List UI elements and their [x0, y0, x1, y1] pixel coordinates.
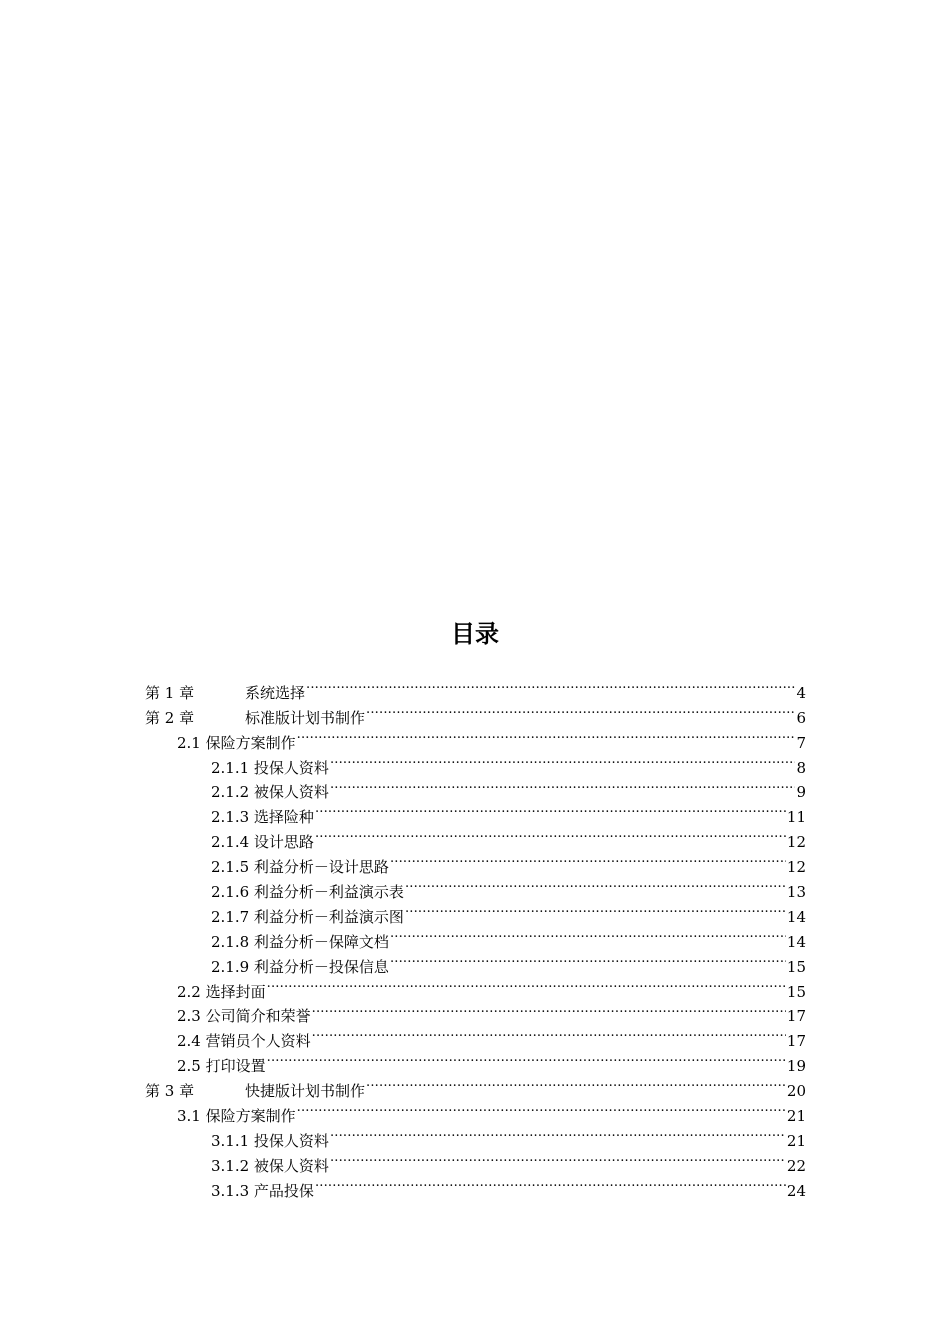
toc-entry-text: 2.1.8 利益分析－保障文档: [211, 932, 389, 951]
toc-entry[interactable]: [145, 673, 806, 702]
toc-entry-page-number: 15: [786, 982, 806, 1001]
toc-entry-page-number: 22: [786, 1156, 806, 1175]
toc-entry-page-number: 7: [796, 733, 806, 752]
toc-dot-leader: [405, 872, 786, 897]
toc-entry-page-number: 17: [786, 1007, 806, 1026]
toc-dot-leader: [405, 897, 786, 922]
toc-dot-leader: [315, 797, 786, 822]
toc-entry-page-number: 19: [786, 1057, 806, 1076]
toc-entry-text: 2.3 公司简介和荣誉: [177, 1007, 311, 1026]
toc-entry-text: 2.1.3 选择险种: [211, 808, 314, 827]
toc-entry-text: 2.1.2 被保人资料: [211, 783, 329, 802]
toc-entry-text: 系统选择: [245, 683, 306, 702]
toc-dot-leader: [330, 748, 796, 773]
toc-entry-text: 3.1.2 被保人资料: [211, 1156, 329, 1175]
toc-dot-leader: [390, 847, 786, 872]
toc-entry-page-number: 21: [786, 1131, 806, 1150]
toc-entry-text: 3.1 保险方案制作: [177, 1107, 296, 1126]
toc-dot-leader: [312, 997, 786, 1022]
toc-entry-text: 2.1 保险方案制作: [177, 733, 296, 752]
toc-entry-page-number: 14: [786, 932, 806, 951]
toc-entry-text: 标准版计划书制作: [245, 708, 366, 727]
toc-entry-chapter: 第 2 章: [145, 708, 195, 727]
toc-entry-text: 2.4 营销员个人资料: [177, 1032, 311, 1051]
toc-entry-page-number: 13: [786, 883, 806, 902]
toc-dot-leader: [390, 922, 786, 947]
toc-entry-page-number: 9: [796, 783, 806, 802]
toc-entry-page-number: 4: [796, 683, 806, 702]
toc-entry-text: 3.1.3 产品投保: [211, 1181, 314, 1200]
toc-entry-page-number: 12: [786, 833, 806, 852]
toc-dot-leader: [330, 773, 796, 798]
toc-entry-page-number: 14: [786, 907, 806, 926]
toc-dot-leader: [297, 723, 796, 748]
toc-dot-leader: [366, 698, 795, 723]
toc-dot-leader: [267, 972, 786, 997]
toc-dot-leader: [330, 1146, 786, 1171]
toc-entry-page-number: 8: [796, 758, 806, 777]
toc-entry-page-number: 17: [786, 1032, 806, 1051]
toc-dot-leader: [366, 1071, 786, 1096]
toc-dot-leader: [315, 822, 786, 847]
toc-entry-text: 2.1.9 利益分析－投保信息: [211, 957, 389, 976]
toc-dot-leader: [312, 1021, 786, 1046]
toc-list: [145, 673, 806, 1200]
toc-dot-leader: [297, 1096, 786, 1121]
toc-entry-text: 2.1.7 利益分析－利益演示图: [211, 907, 404, 926]
toc-entry-text: 3.1.1 投保人资料: [211, 1131, 329, 1150]
toc-entry-page-number: 11: [786, 808, 806, 827]
toc-dot-leader: [315, 1171, 786, 1196]
toc-entry-text: 2.1.5 利益分析－设计思路: [211, 858, 389, 877]
toc-entry-page-number: 21: [786, 1107, 806, 1126]
toc-entry-chapter: 第 3 章: [145, 1082, 195, 1101]
toc-entry-text: 快捷版计划书制作: [245, 1082, 366, 1101]
toc-entry-text: 2.2 选择封面: [177, 982, 266, 1001]
toc-entry-page-number: 6: [796, 708, 806, 727]
toc-entry-chapter: 第 1 章: [145, 683, 195, 702]
toc-dot-leader: [390, 947, 786, 972]
toc-dot-leader: [267, 1046, 786, 1071]
toc-entry-text: 2.1.4 设计思路: [211, 833, 314, 852]
toc-entry-text: 2.1.6 利益分析－利益演示表: [211, 883, 404, 902]
toc-title: 目录: [451, 620, 499, 648]
toc-entry-page-number: 12: [786, 858, 806, 877]
toc-dot-leader: [306, 673, 795, 698]
toc-entry-page-number: 24: [786, 1181, 806, 1200]
toc-dot-leader: [330, 1121, 786, 1146]
toc-entry-text: 2.5 打印设置: [177, 1057, 266, 1076]
toc-entry-page-number: 15: [786, 957, 806, 976]
toc-entry-text: 2.1.1 投保人资料: [211, 758, 329, 777]
toc-entry-page-number: 20: [786, 1082, 806, 1101]
